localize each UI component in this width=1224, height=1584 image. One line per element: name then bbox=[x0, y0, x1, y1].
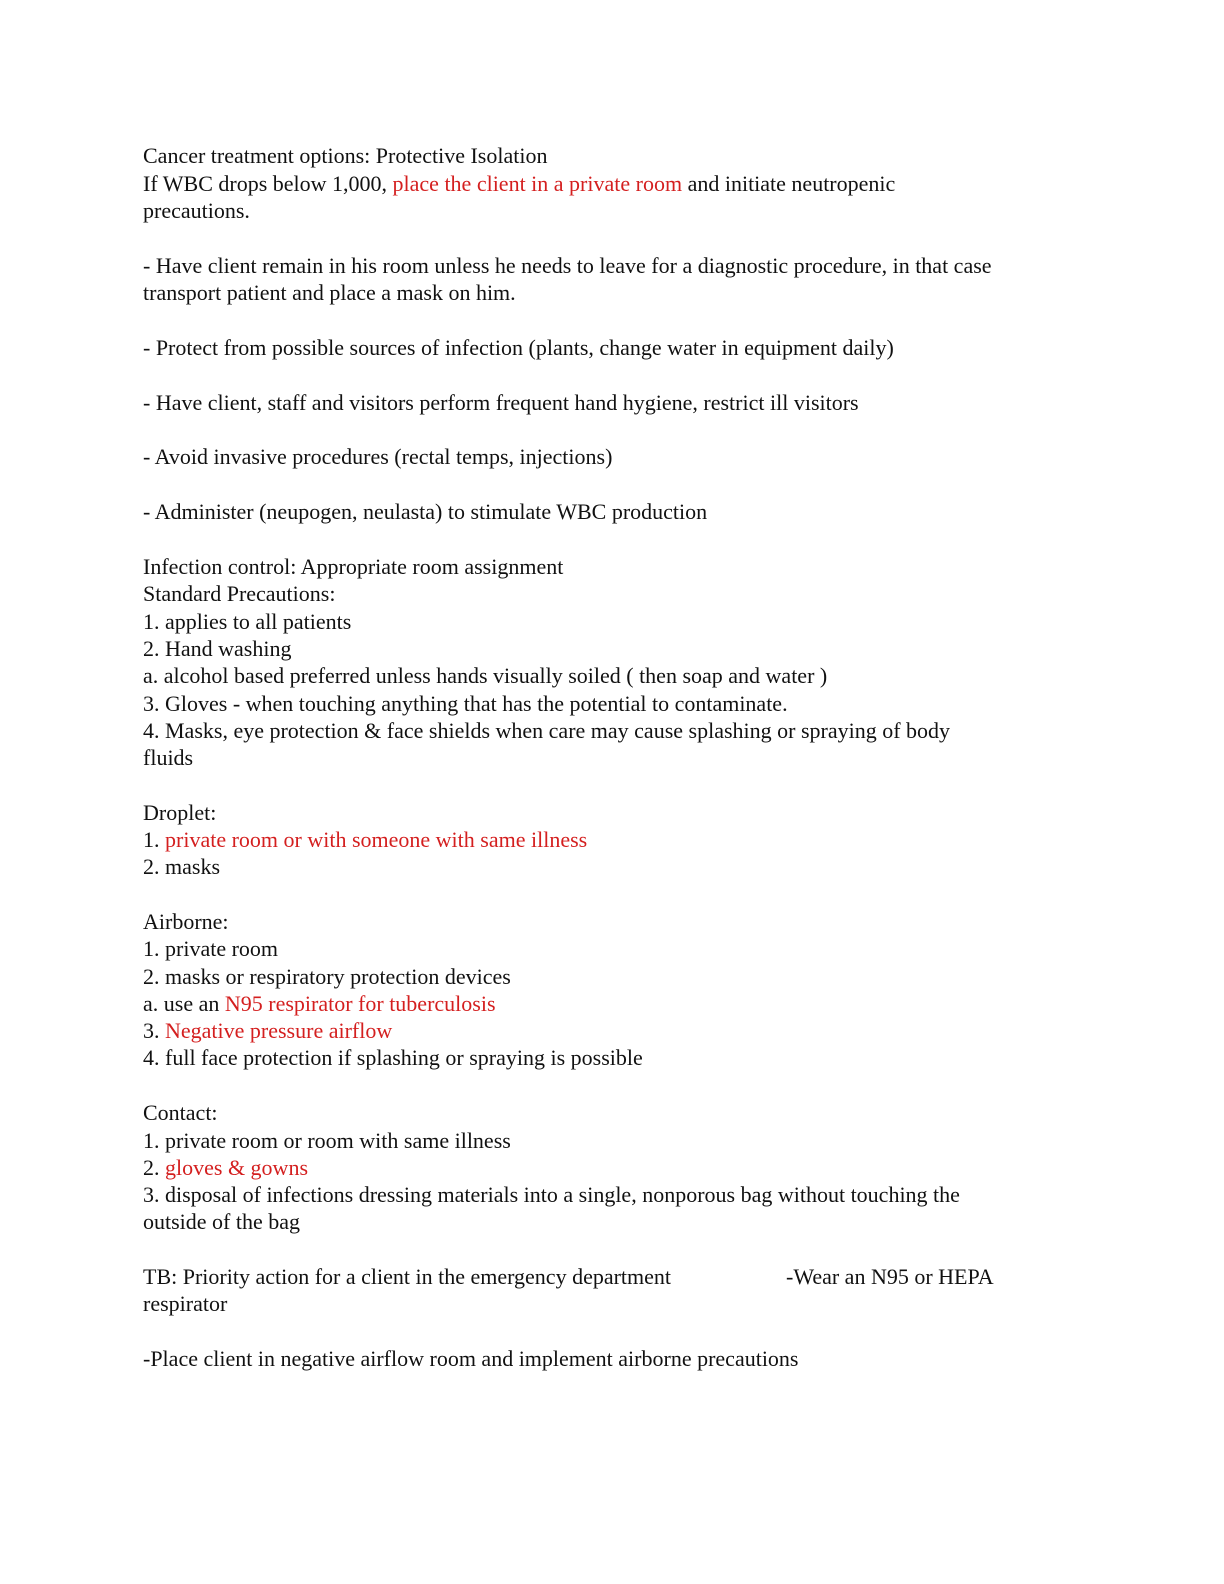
intro-text-2: and initiate neutropenic bbox=[682, 171, 896, 196]
contact-item-2 bbox=[143, 1154, 308, 1181]
droplet-item-2: 2. masks bbox=[143, 854, 220, 879]
standard-item-4-line-1: 4. Masks, eye protection & face shields when care may cause splashing or spraying of body bbox=[143, 718, 951, 743]
intro-line bbox=[143, 170, 895, 197]
airborne-item-3-highlight: Negative pressure airflow bbox=[165, 1018, 393, 1043]
contact-heading: Contact: bbox=[143, 1100, 218, 1125]
tb-wear-respirator: -Wear an N95 or HEPA bbox=[786, 1264, 994, 1289]
airborne-item-2a-prefix: a. use an bbox=[143, 991, 225, 1016]
standard-item-3: 3. Gloves - when touching anything that has the potential to contaminate. bbox=[143, 691, 788, 716]
bullet-3: - Have client, staff and visitors perform frequent hand hygiene, restrict ill visitors bbox=[143, 390, 859, 415]
tb-priority-line: TB: Priority action for a client in the emergency department bbox=[143, 1264, 672, 1289]
section-heading-infection-control: Infection control: Appropriate room assignment bbox=[143, 554, 564, 579]
tb-place-client: -Place client in negative airflow room and implement airborne precautions bbox=[143, 1346, 799, 1371]
airborne-heading: Airborne: bbox=[143, 909, 229, 934]
contact-item-3-line-2: outside of the bag bbox=[143, 1209, 301, 1234]
airborne-item-3-num: 3. bbox=[143, 1018, 165, 1043]
airborne-item-4: 4. full face protection if splashing or spraying is possible bbox=[143, 1045, 643, 1070]
droplet-item-1 bbox=[143, 826, 587, 853]
contact-item-1: 1. private room or room with same illness bbox=[143, 1128, 511, 1153]
intro-highlight: place the client in a private room bbox=[392, 171, 683, 196]
droplet-item-1-num: 1. bbox=[143, 827, 165, 852]
standard-item-1: 1. applies to all patients bbox=[143, 609, 352, 634]
bullet-4: - Avoid invasive procedures (rectal temps, injections) bbox=[143, 444, 613, 469]
bullet-5: - Administer (neupogen, neulasta) to stimulate WBC production bbox=[143, 499, 708, 524]
contact-item-2-highlight: gloves & gowns bbox=[165, 1155, 308, 1180]
airborne-item-2a bbox=[143, 990, 496, 1017]
droplet-item-1-highlight: private room or with someone with same illness bbox=[165, 827, 588, 852]
section-heading-protective-isolation: Cancer treatment options: Protective Isolation bbox=[143, 143, 548, 168]
airborne-item-3 bbox=[143, 1017, 392, 1044]
contact-item-2-num: 2. bbox=[143, 1155, 165, 1180]
contact-item-3-line-1: 3. disposal of infections dressing materials into a single, nonporous bag without touching the bbox=[143, 1182, 960, 1207]
standard-item-2a: a. alcohol based preferred unless hands visually soiled ( then soap and water ) bbox=[143, 663, 828, 688]
standard-item-2: 2. Hand washing bbox=[143, 636, 292, 661]
droplet-heading: Droplet: bbox=[143, 800, 217, 825]
intro-text-1: If WBC drops below 1,000, bbox=[143, 171, 393, 196]
bullet-1-line-1: - Have client remain in his room unless he needs to leave for a diagnostic procedure, in that case bbox=[143, 253, 992, 278]
airborne-item-1: 1. private room bbox=[143, 936, 279, 961]
airborne-item-2a-highlight: N95 respirator for tuberculosis bbox=[224, 991, 496, 1016]
bullet-1-line-2: transport patient and place a mask on him. bbox=[143, 280, 516, 305]
tb-respirator-continued: respirator bbox=[143, 1291, 228, 1316]
standard-precautions-heading: Standard Precautions: bbox=[143, 581, 336, 606]
bullet-2: - Protect from possible sources of infection (plants, change water in equipment daily) bbox=[143, 335, 894, 360]
standard-item-4-line-2: fluids bbox=[143, 745, 194, 770]
airborne-item-2: 2. masks or respiratory protection devices bbox=[143, 964, 511, 989]
intro-line-2: precautions. bbox=[143, 198, 250, 223]
